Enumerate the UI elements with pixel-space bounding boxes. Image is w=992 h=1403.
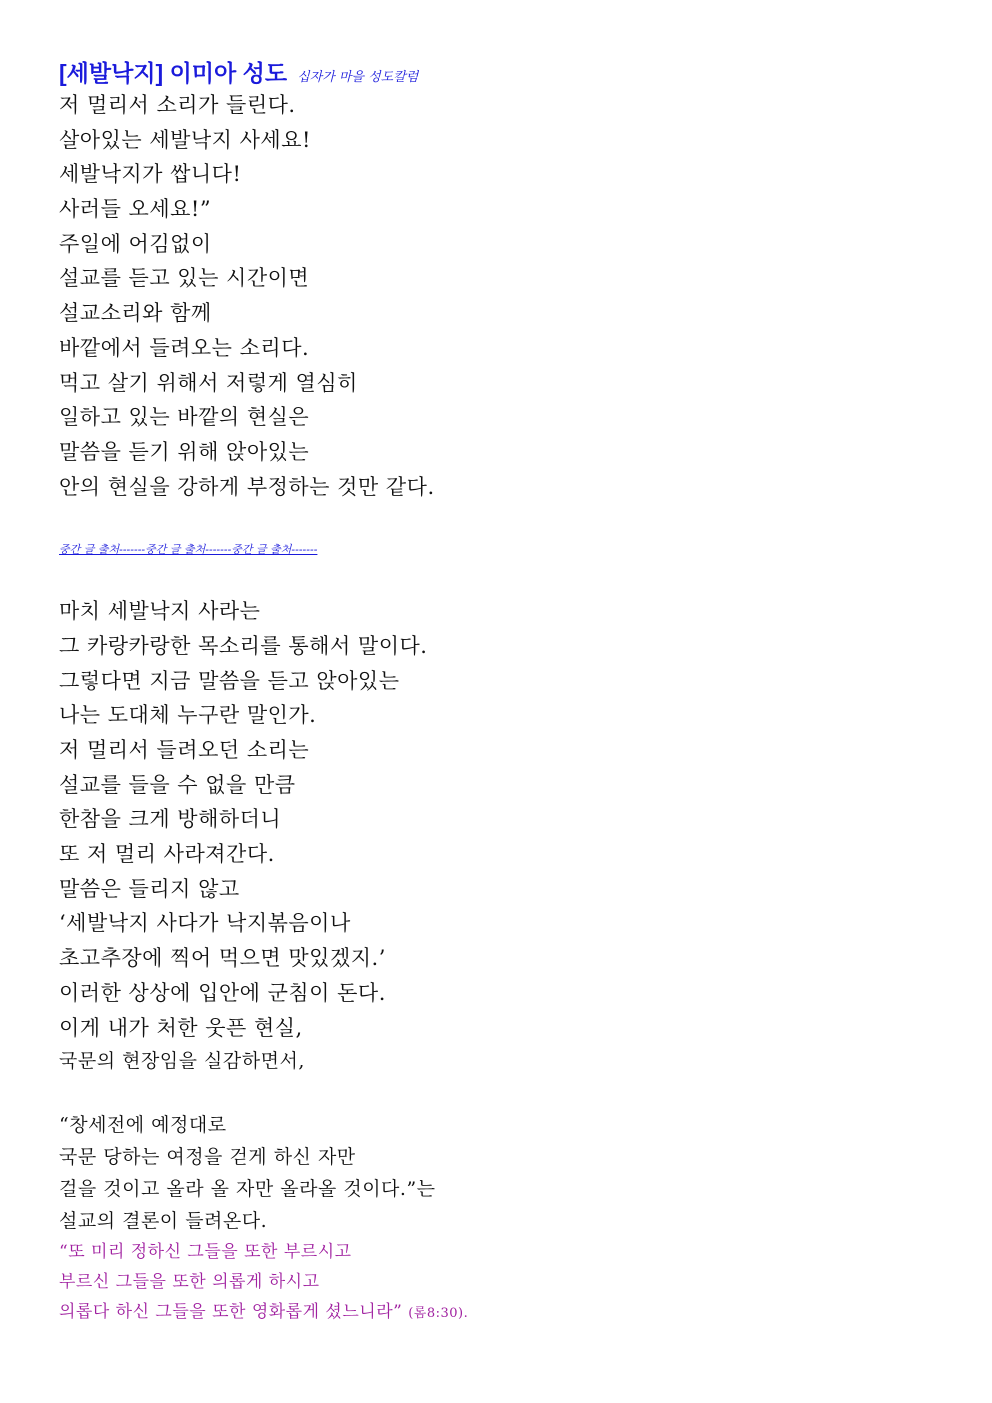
verse-line: 그 카랑카랑한 목소리를 통해서 말이다.: [59, 633, 428, 658]
scripture-reference: (롬8:30).: [408, 1306, 469, 1322]
scripture-line: “또 미리 정하신 그들을 또한 부르시고: [59, 1242, 352, 1263]
column-label: 십자가 마을 성도칼럼: [297, 70, 419, 85]
verse-line: 설교를 들을 수 없을 만큼: [59, 772, 296, 797]
stanza-3: [59, 1109, 959, 1237]
verse-line: 국문 당하는 여정을 걷게 하신 자만: [59, 1146, 356, 1169]
verse-line: ‘세발낙지 사다가 낙지볶음이나: [59, 911, 351, 936]
stanza-1: [59, 88, 959, 504]
scripture-quote: [59, 1237, 959, 1327]
verse-line: 사러들 오세요!”: [59, 197, 212, 222]
verse-line: 저 멀리서 들려오던 소리는: [59, 738, 310, 762]
verse-line: 저 멀리서 소리가 들린다.: [59, 93, 296, 117]
document-page: [59, 52, 959, 1327]
spacer: [59, 1077, 959, 1109]
verse-line: 이게 내가 처한 웃픈 현실,: [59, 1015, 303, 1040]
verse-line: 주일에 어김없이: [59, 231, 212, 256]
verse-line: 또 저 멀리 사라져간다.: [59, 842, 275, 867]
verse-line: 설교의 결론이 들려온다.: [59, 1210, 268, 1233]
scripture-text: 의롭다 하신 그들을 또한 영화롭게 셨느니라”: [59, 1302, 403, 1323]
page-title: [세발낙지] 이미아 성도: [59, 60, 288, 86]
verse-line: 말씀을 듣기 위해 앉아있는: [59, 439, 310, 464]
scripture-line: [59, 1297, 959, 1327]
verse-line: 일하고 있는 바깥의 현실은: [59, 405, 310, 430]
verse-line: 한참을 크게 방해하더니: [59, 807, 282, 832]
verse-line: 걸을 것이고 올라 올 자만 올라올 것이다.”는: [59, 1178, 436, 1201]
verse-line: 세발낙지가 쌉니다!: [59, 162, 242, 187]
verse-line: 안의 현실을 강하게 부정하는 것만 같다.: [59, 474, 435, 499]
verse-line: 나는 도대체 누구란 말인가.: [59, 703, 317, 728]
verse-line: 먹고 살기 위해서 저렇게 열심히: [59, 370, 358, 395]
verse-line: 살아있는 세발낙지 사세요!: [59, 127, 311, 152]
verse-line: 이러한 상상에 입안에 군침이 돈다.: [59, 980, 386, 1005]
verse-line: “창세전에 예정대로: [59, 1114, 227, 1137]
title-line: [59, 52, 959, 88]
verse-line: 설교소리와 함께: [59, 301, 212, 326]
verse-line: 말씀은 들리지 않고: [59, 876, 240, 901]
verse-line: 마치 세발낙지 사라는: [59, 599, 261, 624]
scripture-line: 부르신 그들을 또한 의롭게 하시고: [59, 1272, 320, 1293]
verse-line: 그렇다면 지금 말씀을 듣고 앉아있는: [59, 668, 400, 693]
verse-line: 바깥에서 들려오는 소리다.: [59, 335, 310, 360]
section-divider-link[interactable]: 중간 글 출처-------중간 글 출처-------중간 글 출처-------: [59, 543, 318, 557]
verse-line: 국문의 현장임을 실감하면서,: [59, 1050, 305, 1073]
verse-line: 설교를 듣고 있는 시간이면: [59, 266, 310, 291]
stanza-2: [59, 594, 959, 1077]
verse-line: 초고추장에 찍어 먹으면 맛있겠지.’: [59, 946, 386, 971]
